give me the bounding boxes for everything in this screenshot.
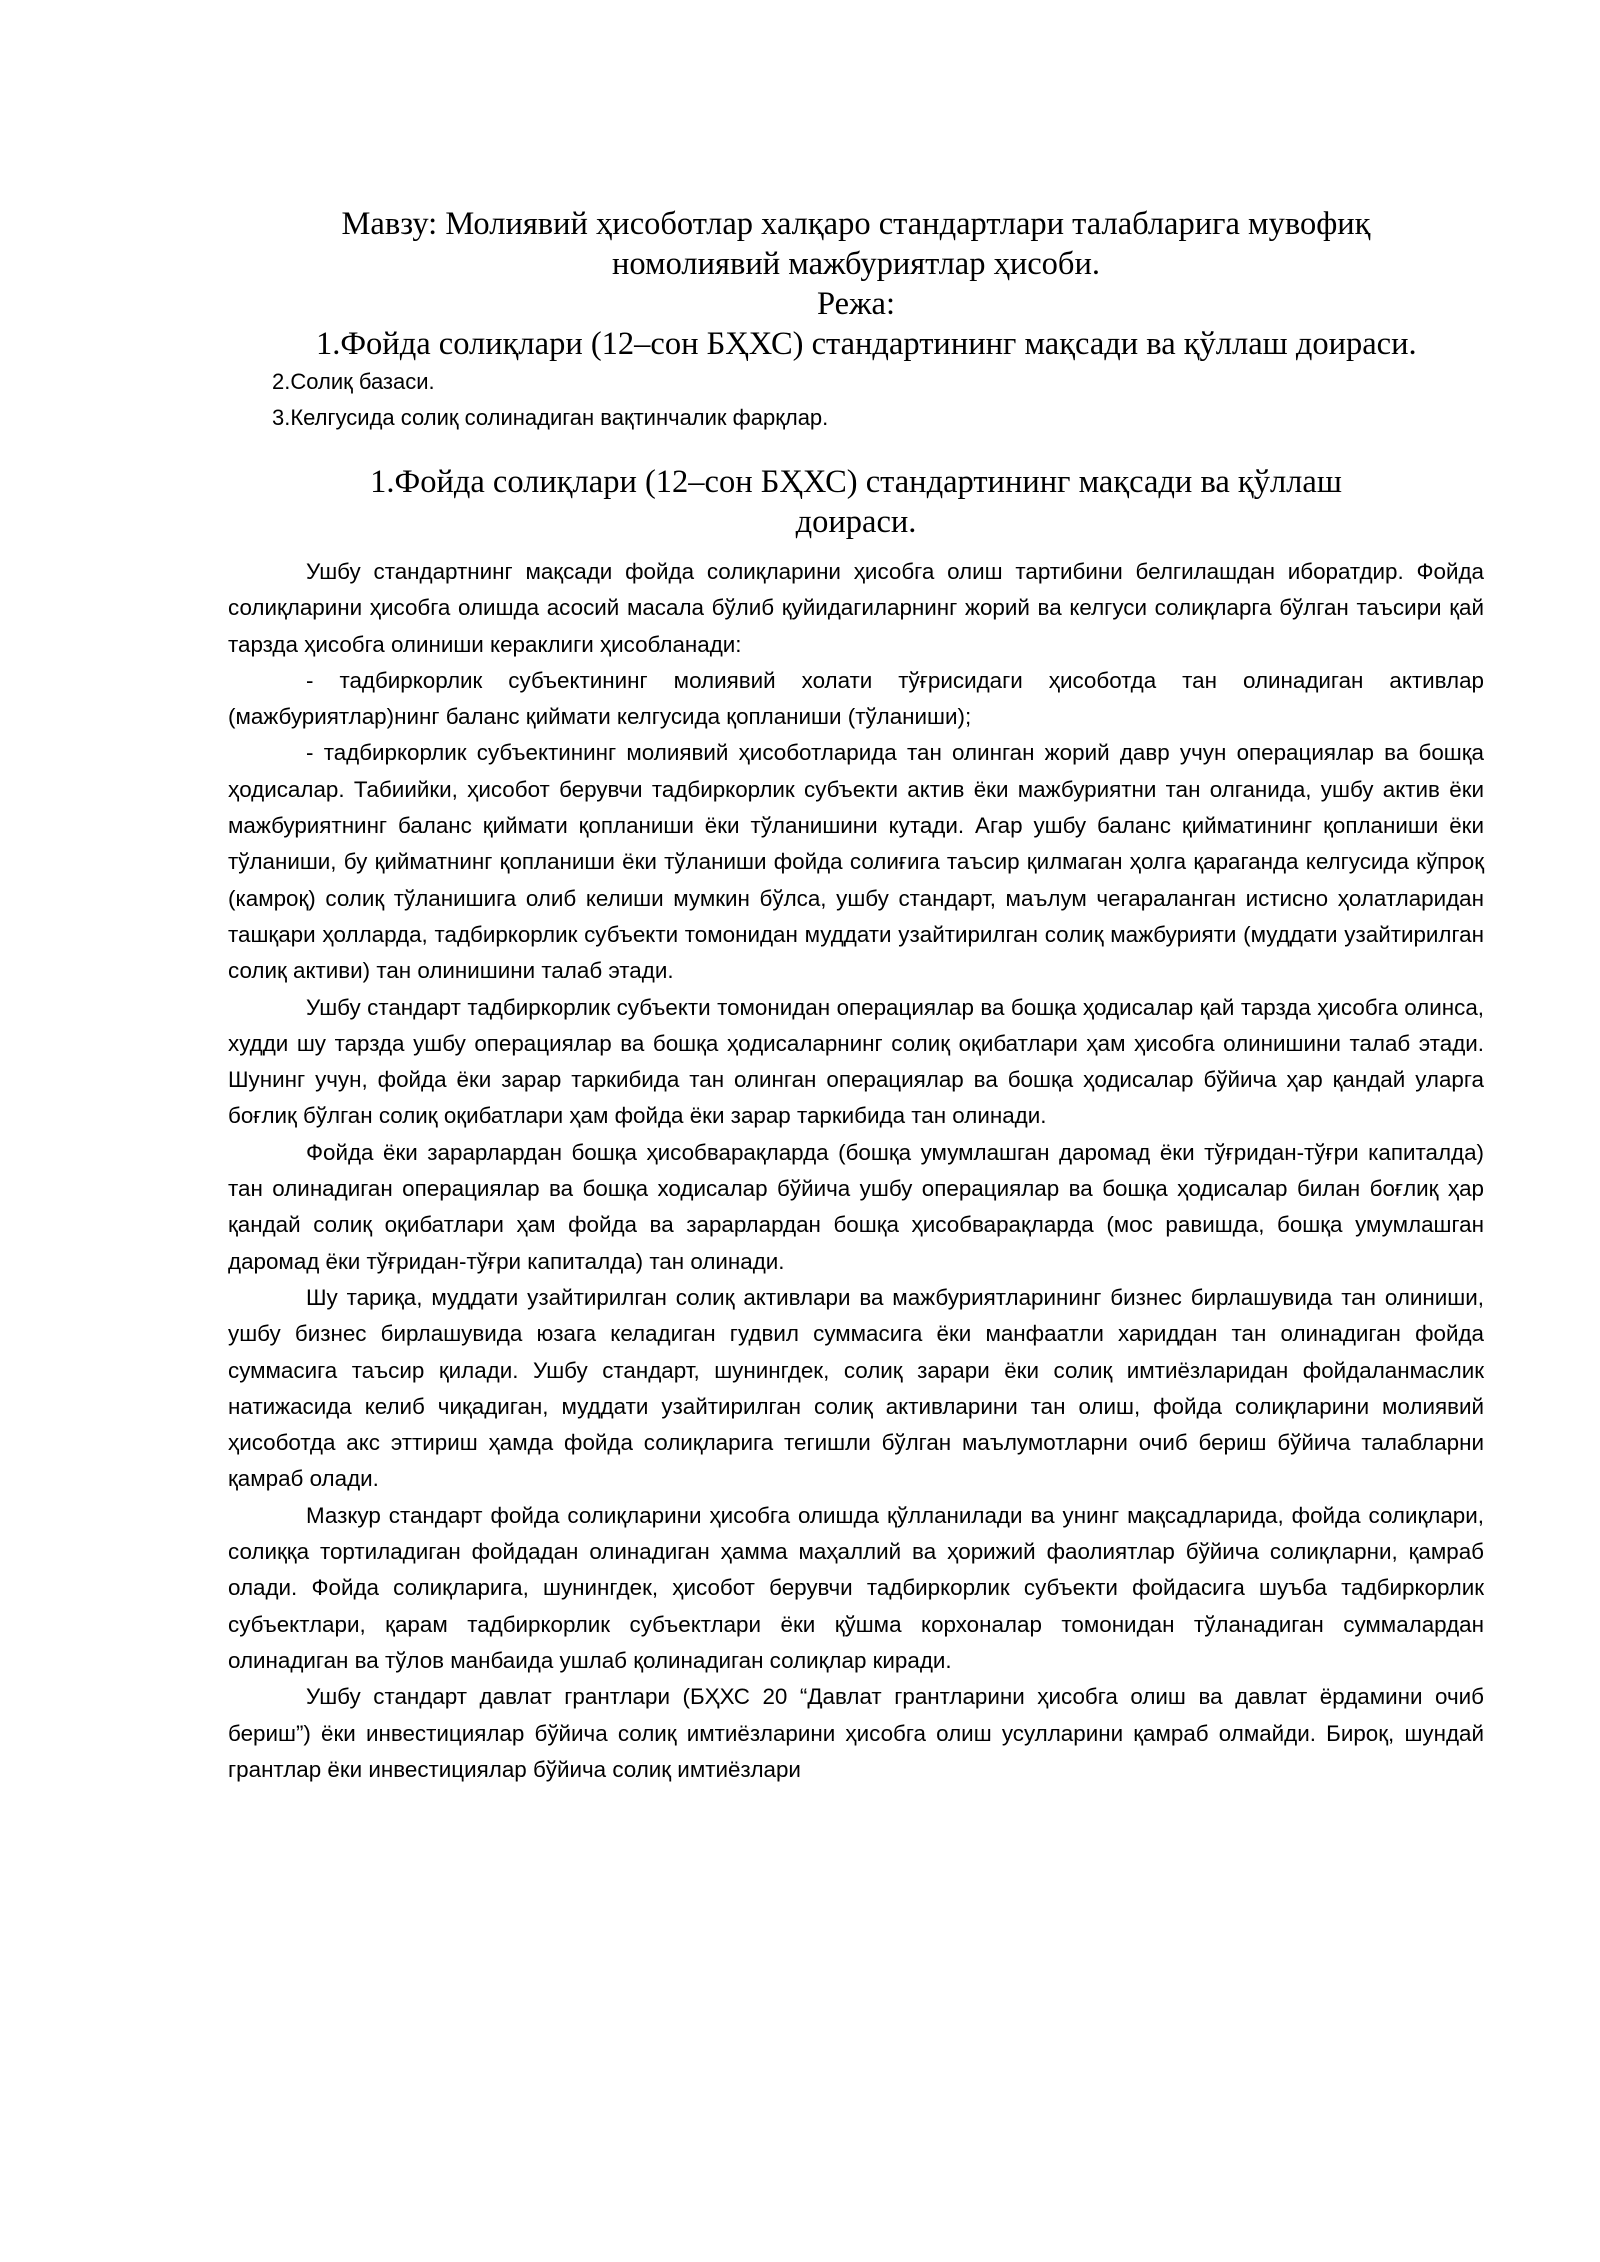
body-paragraph: - тадбиркорлик субъектининг молиявий ҳисоботларида тан олинган жорий давр учун операциялар ва бошқа ҳодисалар. Табиийки, ҳисобот берувчи тадбиркорлик субъекти актив ёки мажбуриятни тан олганида, ушбу актив ёки мажбуриятнинг баланс қиймати қопланиши ёки тўланишини кутади. Агар ушбу баланс қийматининг қопланиши ёки тўланиши, бу қийматнинг қопланиши ёки тўланиши фойда солиғига таъсир қилмаган ҳолга қараганда келгусида кўпроқ (камроқ) солиқ тўланишига олиб келиши мумкин бўлса, ушбу стандарт, маълум чегараланган истисно ҳолатларидан ташқари ҳолларда, тадбиркорлик субъекти томонидан муддати узайтирилган солиқ мажбурияти (муддати узайтирилган солиқ активи) тан олинишини талаб этади. bbox=[228, 740, 1484, 984]
body-paragraph: Ушбу стандарт давлат грантлари (БҲХС 20 “Давлат грантларини ҳисобга олиш ва давлат ёрдамини очиб бериш”) ёки инвестициялар бўйича солиқ имтиёзларини ҳисобга олиш усулларини қамраб олмайди. Бироқ, шундай грантлар ёки инвестициялар бўйича солиқ имтиёзлари bbox=[228, 1684, 1484, 1782]
body-paragraph: Шу тариқа, муддати узайтирилган солиқ активлари ва мажбуриятларининг бизнес бирлашувида тан олиниши, ушбу бизнес бирлашувида юзага келадиган гудвил суммасига ёки манфаатли хариддан тан олинадиган фойда суммасига таъсир қилади. Ушбу стандарт, шунингдек, солиқ зарари ёки солиқ имтиёзларидан фойдаланмаслик натижасида келиб чиқадиган, муддати узайтирилган солиқ активларини тан олиш, фойда солиқларини молиявий ҳисоботда акс эттириш ҳамда фойда солиқларига тегишли бўлган маълумотларни очиб бериш бўйича талабларни қамраб олади. bbox=[228, 1284, 1484, 1492]
section-heading-line-1: 1.Фойда солиқлари (12–сон БҲХС) стандартининг мақсади ва қўллаш bbox=[370, 464, 1342, 500]
document-title bbox=[228, 204, 1484, 284]
document-content bbox=[228, 204, 1484, 1788]
body-paragraph: Ушбу стандарт тадбиркорлик субъекти томонидан операциялар ва бошқа ҳодисалар қай тарзда ҳисобга олинса, худди шу тарзда ушбу операциялар ва бошқа ҳодисаларнинг солиқ оқибатлари ҳам ҳисобга олинишини талаб этади. Шунинг учун, фойда ёки зарар таркибида тан олинган операциялар ва бошқа ҳодисалар бўйича ҳар қандай уларга боғлиқ бўлган солиқ оқибатлари ҳам фойда ёки зарар таркибида тан олинади. bbox=[228, 994, 1484, 1129]
section-heading-line-2: доираси. bbox=[795, 504, 917, 540]
body-paragraph: Ушбу стандартнинг мақсади фойда солиқларини ҳисобга олиш тартибини белгилашдан иборатдир. Фойда солиқларини ҳисобга олишда асосий масала бўлиб қуйидагиларнинг жорий ва келгуси солиқларга бўлган таъсири қай тарзда ҳисобга олиниши кераклиги ҳисобланади: bbox=[228, 559, 1484, 657]
plan-item: 2.Солиқ базаси. bbox=[272, 369, 435, 394]
plan-item: 1.Фойда солиқлари (12–сон БҲХС) стандартининг мақсади ва қўллаш доираси. bbox=[316, 326, 1417, 362]
title-line-2: номолиявий мажбуриятлар ҳисоби. bbox=[612, 246, 1100, 282]
body-paragraph: - тадбиркорлик субъектининг молиявий холати тўғрисидаги ҳисоботда тан олинадиган активлар (мажбуриятлар)нинг баланс қиймати келгусида қопланиши (тўланиши); bbox=[228, 667, 1484, 730]
plan-heading: Режа: bbox=[817, 286, 895, 322]
section-heading bbox=[228, 462, 1484, 542]
body-paragraph: Фойда ёки зарарлардан бошқа ҳисобварақларда (бошқа умумлашган даромад ёки тўғридан-тўғри капиталда) тан олинадиган операциялар ва бошқа ходисалар бўйича ушбу операциялар ва бошқа ҳодисалар билан боғлиқ ҳар қандай солиқ оқибатлари ҳам фойда ва зарарлардан бошқа ҳисобварақларда (мос равишда, бошқа умумлашган даромад ёки тўғридан-тўғри капиталда) тан олинади. bbox=[228, 1139, 1484, 1274]
title-line-1: Мавзу: Молиявий ҳисоботлар халқаро стандартлари талабларига мувофиқ bbox=[341, 206, 1371, 242]
plan-item: 3.Келгусида солиқ солинадиган вақтинчалик фарқлар. bbox=[272, 405, 829, 430]
body-paragraph: Мазкур стандарт фойда солиқларини ҳисобга олишда қўлланилади ва унинг мақсадларида, фойда солиқлари, солиққа тортиладиган фойдадан олинадиган ҳамма маҳаллий ва ҳорижий фаолиятлар бўйича солиқларни, қамраб олади. Фойда солиқларига, шунингдек, ҳисобот берувчи тадбиркорлик субъекти фойдасига шуъба тадбиркорлик субъектлари, қарам тадбиркорлик субъектлари ёки қўшма корхоналар томонидан тўланадиган суммалардан олинадиган ва тўлов манбаида ушлаб қолинадиган солиқлар киради. bbox=[228, 1502, 1484, 1673]
